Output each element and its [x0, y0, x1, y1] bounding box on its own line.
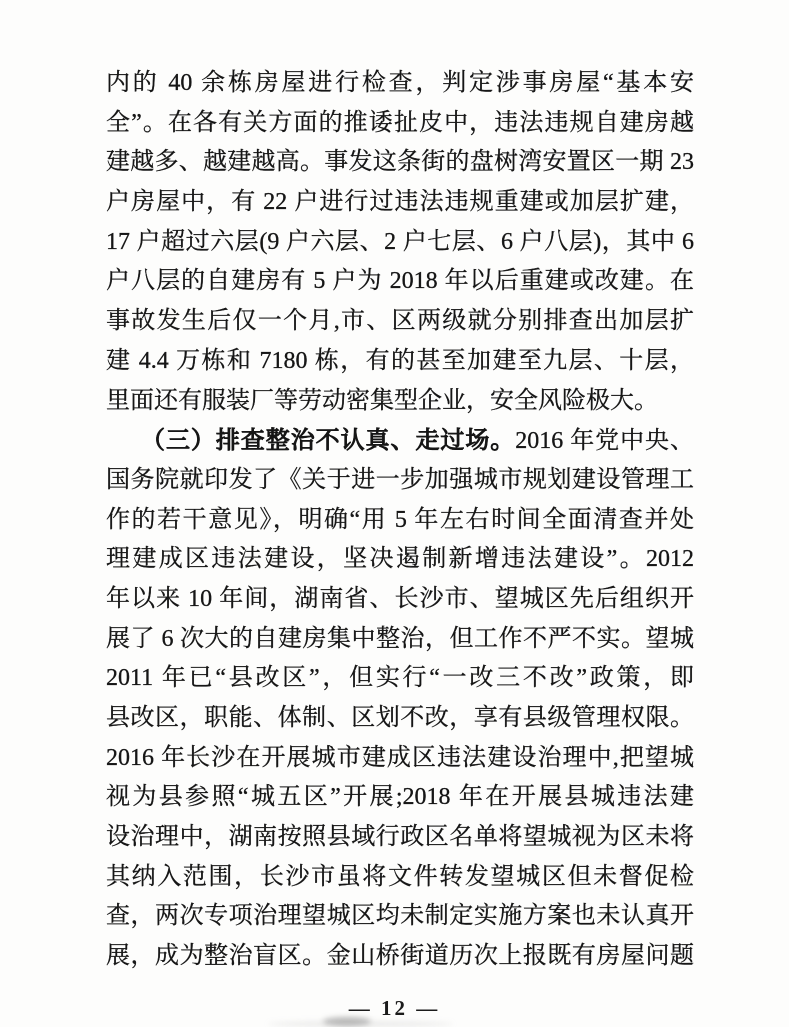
text-line: 作的若干意见》，明确“用 5 年左右时间全面清查并处: [106, 506, 694, 533]
text-line: 里面还有服装厂等劳动密集型企业，安全风险极大。: [106, 387, 658, 414]
text-line: 理建成区违法建设，坚决遏制新增违法建设”。2012: [106, 546, 694, 573]
text-line: 其纳入范围，长沙市虽将文件转发望城区但未督促检: [106, 863, 694, 890]
text-line: 建 4.4 万栋和 7180 栋，有的甚至加建至九层、十层，: [106, 347, 694, 374]
text-line: 户房屋中，有 22 户进行过违法违规重建或加层扩建，: [106, 189, 694, 216]
text-line: 查，两次专项治理望城区均未制定实施方案也未认真开: [106, 903, 694, 930]
scan-artifact: [268, 1021, 453, 1027]
text-line: 展了 6 次大的自建房集中整治，但工作不严不实。望城: [106, 625, 694, 652]
text-line: 展，成为整治盲区。金山桥街道历次上报既有房屋问题: [106, 943, 694, 970]
text-line: 17 户超过六层(9 户六层、2 户七层、6 户八层)，其中 6: [106, 228, 694, 255]
text-line: 2011 年已“县改区”，但实行“一改三不改”政策，即: [106, 665, 694, 692]
text-line: 2016 年长沙在开展城市建成区违法建设治理中,把望城: [106, 744, 694, 771]
text-line: 事故发生后仅一个月,市、区两级就分别排查出加层扩: [106, 308, 694, 335]
text-line: （三）排查整治不认真、走过场。2016 年党中央、: [141, 427, 694, 455]
text-line: 设治理中，湖南按照县域行政区名单将望城视为区未将: [106, 824, 694, 851]
section-heading: （三）排查整治不认真、走过场。: [141, 427, 516, 455]
text-line: 县改区，职能、体制、区划不改，享有县级管理权限。: [106, 705, 694, 731]
text-line: 年以来 10 年间，湖南省、长沙市、望城区先后组织开: [106, 585, 694, 612]
text-line: 户八层的自建房有 5 户为 2018 年以后重建或改建。在: [106, 268, 694, 295]
text-line: 全”。在各有关方面的推诿扯皮中，违法违规自建房越: [106, 109, 694, 136]
text-line: 内的 40 余栋房屋进行检查，判定涉事房屋“基本安: [106, 70, 694, 96]
text-line: 国务院就印发了《关于进一步加强城市规划建设管理工: [106, 466, 694, 493]
body-text: [106, 64, 694, 977]
text-line: 视为县参照“城五区”开展;2018 年在开展县城违法建: [106, 784, 694, 811]
text-line: 建越多、越建越高。事发这条街的盘树湾安置区一期 23: [106, 149, 694, 176]
page-number: — 12 —: [348, 996, 441, 1020]
